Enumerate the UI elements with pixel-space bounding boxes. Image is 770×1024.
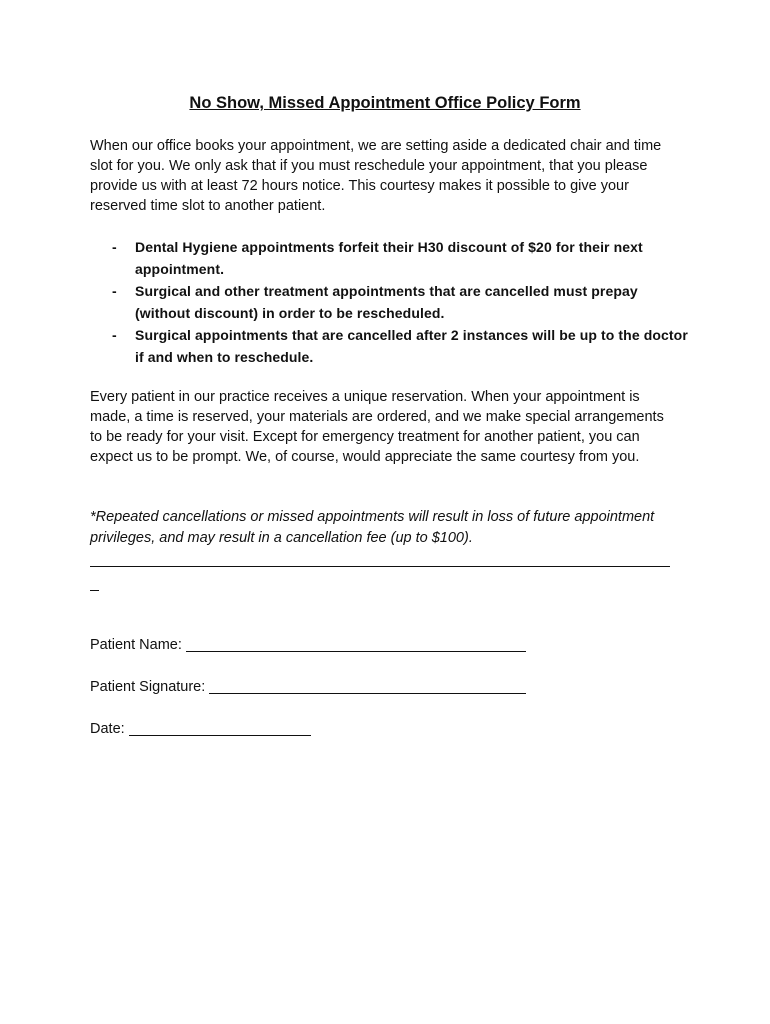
- policy-rules-list: [90, 236, 690, 368]
- divider-line-stub: [90, 590, 99, 591]
- reservation-paragraph: Every patient in our practice receives a unique reservation. When your appointment is made, a time is reserved, your materials are ordered, and we make special arrangements to be ready for your visit. Except for emergency treatment for another patient, you can expect us to be prompt. We, of course, would appreciate the same courtesy from you.: [90, 389, 664, 465]
- rule-bullet: -: [112, 283, 117, 299]
- rule-text: Surgical and other treatment appointments that are cancelled must prepay (without discount) in order to be rescheduled.: [135, 283, 638, 321]
- rule-bullet: -: [112, 239, 117, 255]
- policy-rule-surgical-reschedule: [90, 324, 690, 368]
- patient-signature-blank[interactable]: [209, 679, 526, 694]
- patient-signature-label: Patient Signature:: [90, 679, 206, 695]
- divider-line: [90, 566, 670, 567]
- policy-rule-hygiene: [90, 236, 690, 280]
- rule-text: Surgical appointments that are cancelled after 2 instances will be up to the doctor if and when to reschedule.: [135, 327, 688, 365]
- rule-bullet: -: [112, 327, 117, 343]
- intro-paragraph: When our office books your appointment, we are setting aside a dedicated chair and time slot for you. We only ask that if you must reschedule your appointment, that you please provide us with at least 72 hours notice. This courtesy makes it possible to give your reserved time slot to another patient.: [90, 138, 662, 214]
- page-title: No Show, Missed Appointment Office Policy Form: [189, 94, 581, 112]
- patient-signature-field: [90, 677, 526, 697]
- rule-text: Dental Hygiene appointments forfeit their H30 discount of $20 for their next appointment.: [135, 239, 643, 277]
- cancellation-note: *Repeated cancellations or missed appointments will result in loss of future appointment privileges, and may result in a cancellation fee (up to $100).: [90, 509, 655, 546]
- patient-name-field: [90, 635, 526, 655]
- patient-name-label: Patient Name:: [90, 637, 182, 653]
- date-label: Date:: [90, 721, 125, 737]
- policy-rule-surgical-prepay: [90, 280, 690, 324]
- patient-name-blank[interactable]: [186, 637, 526, 652]
- date-field: [90, 719, 311, 739]
- date-blank[interactable]: [129, 721, 311, 736]
